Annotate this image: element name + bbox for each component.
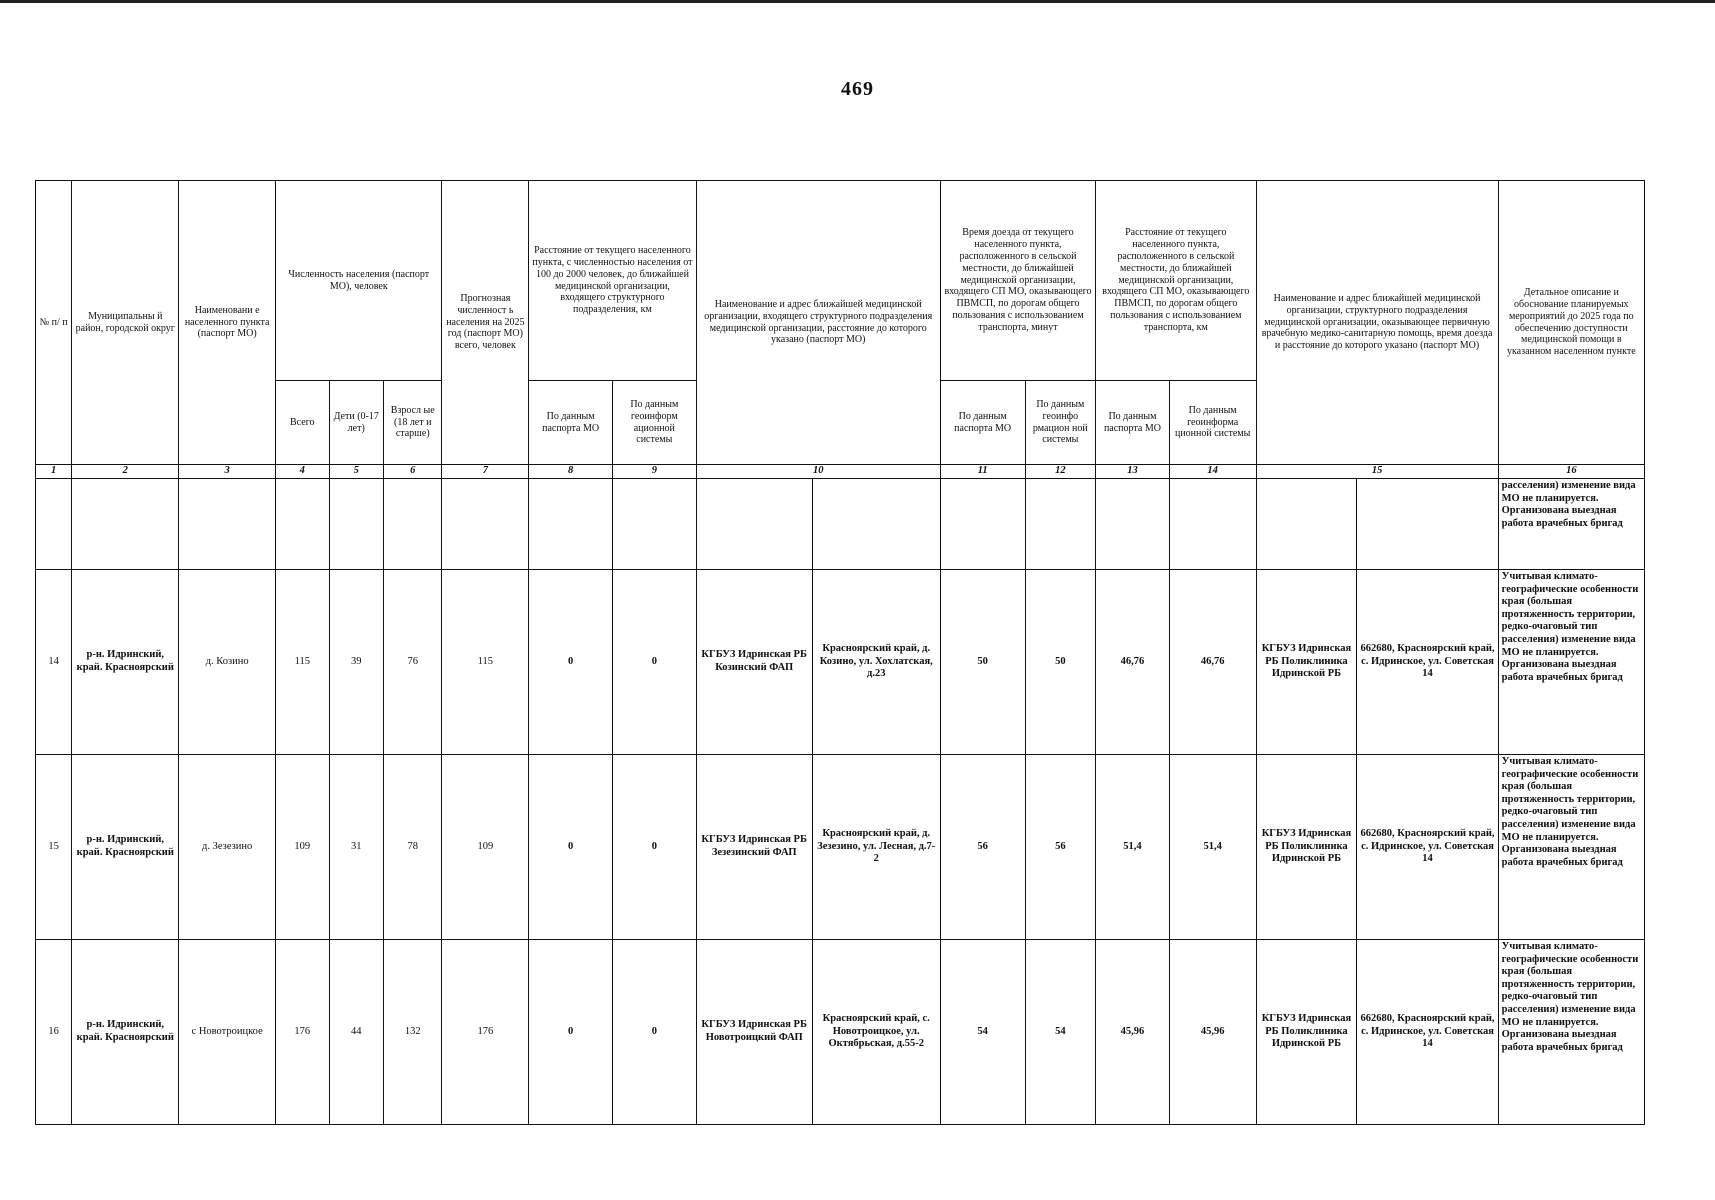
- table-row: [36, 940, 1645, 1125]
- population-adults-cell: 78: [383, 755, 442, 940]
- empty-cell: [1169, 479, 1256, 570]
- empty-cell: [1357, 479, 1498, 570]
- primary-care-name-cell: КГБУЗ Идринская РБ Поликлиника Идринской РБ: [1256, 570, 1357, 755]
- header-distance-passport: По данным паспорта МО: [529, 381, 613, 465]
- org-name-cell: КГБУЗ Идринская РБ Козинский ФАП: [696, 570, 812, 755]
- column-number: 4: [276, 465, 329, 479]
- header-time-group: Время доезда от текущего населенного пункта, расположенного в сельской местности, до ближайшей медицинской организации, входящего СП МО, оказывающего ПВМСП, по дорогам общего пользования с использованием транспорта, минут: [940, 181, 1095, 381]
- empty-cell: [1256, 479, 1357, 570]
- primary-care-name-cell: КГБУЗ Идринская РБ Поликлиника Идринской РБ: [1256, 755, 1357, 940]
- org-address-cell: Красноярский край, с. Новотроицкое, ул. Октябрьская, д.55-2: [812, 940, 940, 1125]
- column-number: 1: [36, 465, 72, 479]
- table-row: [36, 570, 1645, 755]
- population-total-cell: 115: [276, 570, 329, 755]
- time-passport-cell: 50: [940, 570, 1025, 755]
- column-number: 6: [383, 465, 442, 479]
- column-number: 15: [1256, 465, 1498, 479]
- column-number-row: [36, 465, 1645, 479]
- road-passport-cell: 45,96: [1096, 940, 1170, 1125]
- population-adults-cell: 132: [383, 940, 442, 1125]
- header-row-top: [36, 181, 1645, 381]
- column-number: 14: [1169, 465, 1256, 479]
- population-adults-cell: 76: [383, 570, 442, 755]
- table-row: [36, 755, 1645, 940]
- column-number: 7: [442, 465, 529, 479]
- population-children-cell: 44: [329, 940, 383, 1125]
- forecast-cell: 115: [442, 570, 529, 755]
- time-passport-cell: 54: [940, 940, 1025, 1125]
- settlement-cell: д. Зезезино: [179, 755, 276, 940]
- column-number: 16: [1498, 465, 1644, 479]
- settlement-cell: с Новотроицкое: [179, 940, 276, 1125]
- continued-row: [36, 479, 1645, 570]
- municipality-cell: р-н. Идринский, край. Красноярский: [72, 570, 179, 755]
- page-number: 469: [841, 78, 874, 100]
- header-nearest-org: Наименование и адрес ближайшей медицинской организации, входящего структурного подразделения медицинской организации, расстояние до которого указано (паспорт МО): [696, 181, 940, 465]
- road-geo-cell: 46,76: [1169, 570, 1256, 755]
- header-road-distance-group: Расстояние от текущего населенного пункта, расположенного в сельской местности, до ближайшей медицинской организации, входящего СП МО, оказывающего ПВМСП, по дорогам общего пользования с использованием транспорта, км: [1096, 181, 1256, 381]
- empty-cell: [529, 479, 613, 570]
- header-distance-group: Расстояние от текущего населенного пункта, с численностью населения от 100 до 2000 человек, до ближайшей медицинской организации, входящего структурного подразделения, км: [529, 181, 696, 381]
- primary-care-address-cell: 662680, Красноярский край, с. Идринское, ул. Советская 14: [1357, 940, 1498, 1125]
- population-children-cell: 31: [329, 755, 383, 940]
- column-number: 8: [529, 465, 613, 479]
- empty-cell: [72, 479, 179, 570]
- empty-cell: [179, 479, 276, 570]
- header-road-passport: По данным паспорта МО: [1096, 381, 1170, 465]
- continued-description: расселения) изменение вида МО не планируется. Организована выездная работа врачебных бригад: [1498, 479, 1644, 570]
- plan-description-cell: Учитывая климато-географические особенности края (большая протяженность территории, редко-очаговый тип расселения) изменение вида МО не планируется. Организована выездная работа врачебных бригад: [1498, 940, 1644, 1125]
- distance-geo-cell: 0: [612, 570, 696, 755]
- empty-cell: [36, 479, 72, 570]
- plan-description-cell: Учитывая климато-географические особенности края (большая протяженность территории, редко-очаговый тип расселения) изменение вида МО не планируется. Организована выездная работа врачебных бригад: [1498, 570, 1644, 755]
- time-geo-cell: 56: [1025, 755, 1096, 940]
- municipality-cell: р-н. Идринский, край. Красноярский: [72, 940, 179, 1125]
- column-number: 12: [1025, 465, 1096, 479]
- org-address-cell: Красноярский край, д. Зезезино, ул. Лесная, д.7-2: [812, 755, 940, 940]
- empty-cell: [442, 479, 529, 570]
- header-time-passport: По данным паспорта МО: [940, 381, 1025, 465]
- org-address-cell: Красноярский край, д. Козино, ул. Хохлатская, д.23: [812, 570, 940, 755]
- plan-description-cell: Учитывая климато-географические особенности края (большая протяженность территории, редко-очаговый тип расселения) изменение вида МО не планируется. Организована выездная работа врачебных бригад: [1498, 755, 1644, 940]
- distance-geo-cell: 0: [612, 755, 696, 940]
- primary-care-name-cell: КГБУЗ Идринская РБ Поликлиника Идринской РБ: [1256, 940, 1357, 1125]
- empty-cell: [1096, 479, 1170, 570]
- population-children-cell: 39: [329, 570, 383, 755]
- org-name-cell: КГБУЗ Идринская РБ Новотроицкий ФАП: [696, 940, 812, 1125]
- header-primary-care-org: Наименование и адрес ближайшей медицинской организации, структурного подразделения медицинской организации, оказывающее первичную врачебную медико-санитарную помощь, время доезда и расстояние до которого указано (паспорт МО): [1256, 181, 1498, 465]
- time-geo-cell: 50: [1025, 570, 1096, 755]
- road-passport-cell: 51,4: [1096, 755, 1170, 940]
- row-number: 14: [36, 570, 72, 755]
- primary-care-address-cell: 662680, Красноярский край, с. Идринское, ул. Советская 14: [1357, 570, 1498, 755]
- header-pop-adults: Взросл ые (18 лет и старше): [383, 381, 442, 465]
- forecast-cell: 109: [442, 755, 529, 940]
- header-plan-description: Детальное описание и обоснование планируемых мероприятий до 2025 года по обеспечению доступности медицинской помощи в указанном населенном пункте: [1498, 181, 1644, 465]
- road-geo-cell: 51,4: [1169, 755, 1256, 940]
- top-border-rule: [0, 0, 1715, 3]
- distance-passport-cell: 0: [529, 755, 613, 940]
- empty-cell: [383, 479, 442, 570]
- empty-cell: [940, 479, 1025, 570]
- distance-geo-cell: 0: [612, 940, 696, 1125]
- time-geo-cell: 54: [1025, 940, 1096, 1125]
- empty-cell: [612, 479, 696, 570]
- header-pop-total: Всего: [276, 381, 329, 465]
- empty-cell: [329, 479, 383, 570]
- settlement-cell: д. Козино: [179, 570, 276, 755]
- column-number: 10: [696, 465, 940, 479]
- empty-cell: [812, 479, 940, 570]
- header-num: № п/ п: [36, 181, 72, 465]
- road-passport-cell: 46,76: [1096, 570, 1170, 755]
- column-number: 13: [1096, 465, 1170, 479]
- org-name-cell: КГБУЗ Идринская РБ Зезезинский ФАП: [696, 755, 812, 940]
- column-number: 5: [329, 465, 383, 479]
- population-total-cell: 176: [276, 940, 329, 1125]
- road-geo-cell: 45,96: [1169, 940, 1256, 1125]
- column-number: 11: [940, 465, 1025, 479]
- column-number: 9: [612, 465, 696, 479]
- empty-cell: [1025, 479, 1096, 570]
- settlements-table: [35, 180, 1645, 1125]
- time-passport-cell: 56: [940, 755, 1025, 940]
- row-number: 16: [36, 940, 72, 1125]
- column-number: 3: [179, 465, 276, 479]
- row-number: 15: [36, 755, 72, 940]
- header-forecast: Прогнозная численност ь населения на 2025 год (паспорт МО) всего, человек: [442, 181, 529, 465]
- primary-care-address-cell: 662680, Красноярский край, с. Идринское, ул. Советская 14: [1357, 755, 1498, 940]
- column-number: 2: [72, 465, 179, 479]
- header-distance-geo: По данным геоинформ ационной системы: [612, 381, 696, 465]
- empty-cell: [696, 479, 812, 570]
- header-settlement: Наименовани е населенного пункта (паспорт МО): [179, 181, 276, 465]
- header-time-geo: По данным геоинфо рмацион ной системы: [1025, 381, 1096, 465]
- municipality-cell: р-н. Идринский, край. Красноярский: [72, 755, 179, 940]
- population-total-cell: 109: [276, 755, 329, 940]
- header-municipality: Муниципальны й район, городской округ: [72, 181, 179, 465]
- header-road-geo: По данным геоинформа ционной системы: [1169, 381, 1256, 465]
- header-population-group: Численность населения (паспорт МО), человек: [276, 181, 442, 381]
- forecast-cell: 176: [442, 940, 529, 1125]
- header-pop-children: Дети (0-17 лет): [329, 381, 383, 465]
- distance-passport-cell: 0: [529, 940, 613, 1125]
- empty-cell: [276, 479, 329, 570]
- distance-passport-cell: 0: [529, 570, 613, 755]
